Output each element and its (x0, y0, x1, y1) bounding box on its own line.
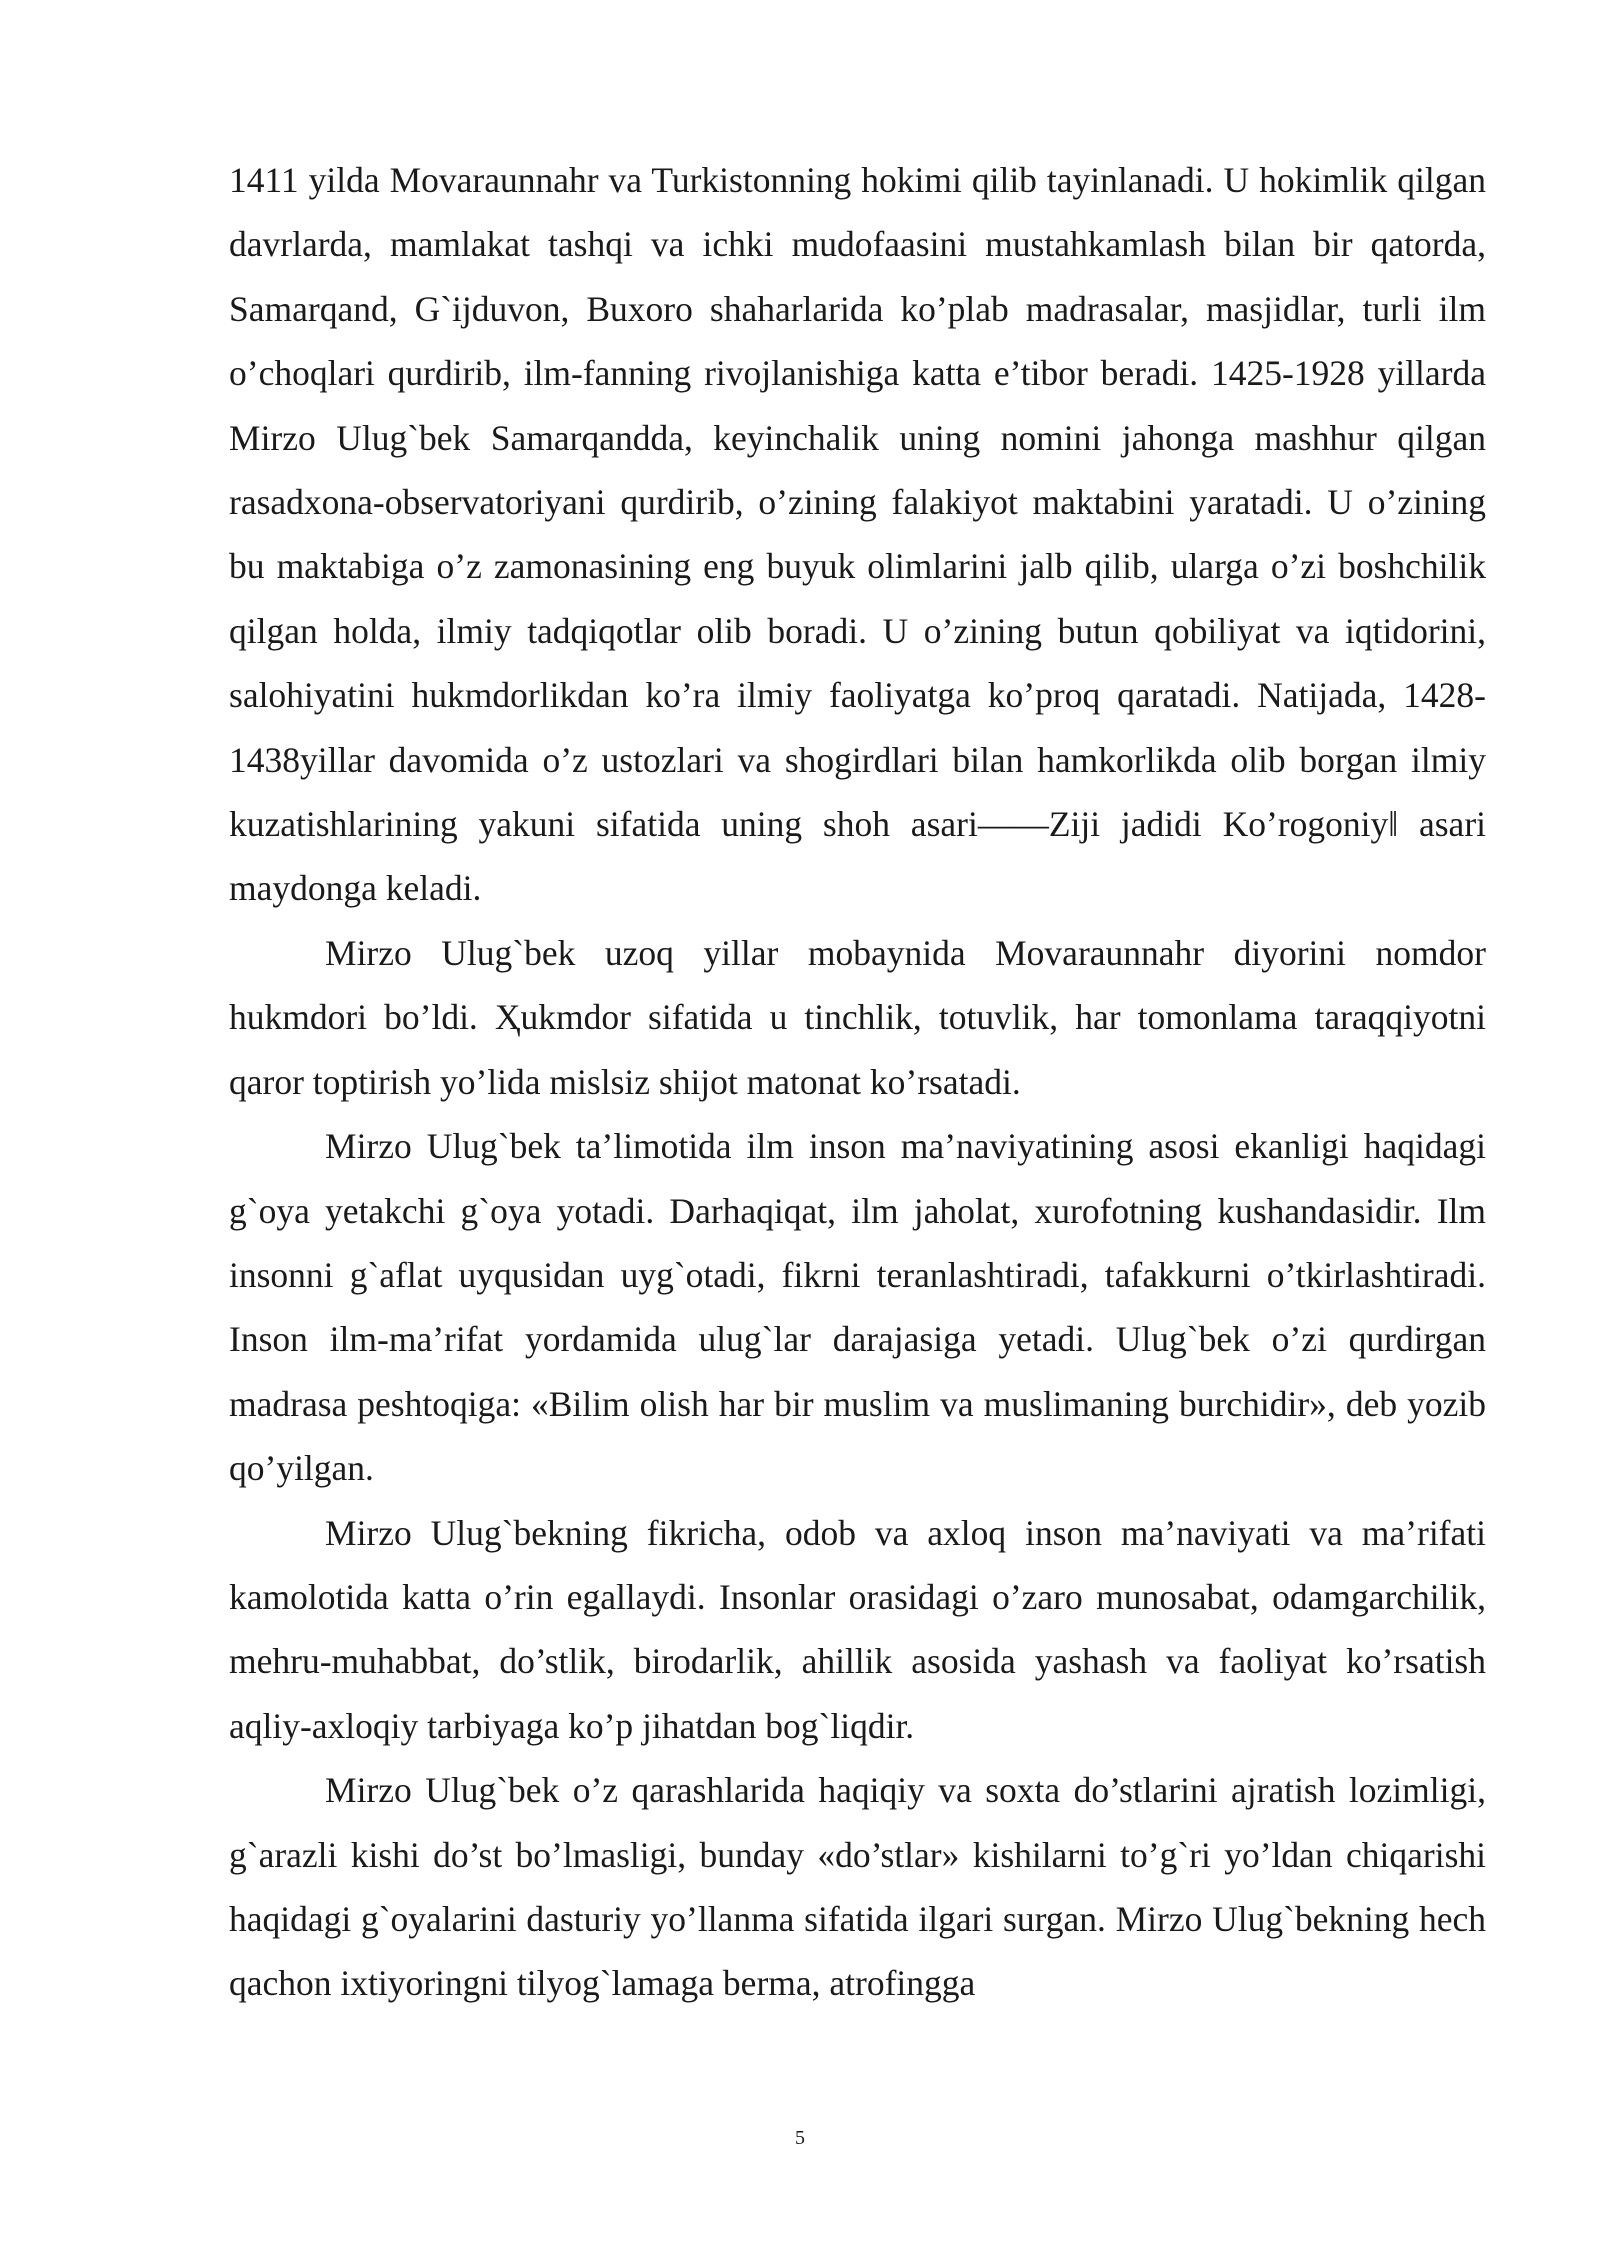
paragraph-4: Mirzo Ulug`bekning fikricha, odob va axloq inson ma’naviyati va ma’rifati kamolotida katta o’rin egallaydi. Insonlar orasidagi o’zaro munosabat, odamgarchilik, mehru-muhabbat, do’stlik, birodarlik, ahillik asosida yashash va faoliyat ko’rsatish aqliy-axloqiy tarbiyaga ko’p jihatdan bog`liqdir. (229, 1512, 1486, 1746)
paragraph-1: 1411 yilda Movaraunnahr va Turkistonning hokimi qilib tayinlanadi. U hokimlik qilgan davrlarda, mamlakat tashqi va ichki mudofaasini mustahkamlash bilan bir qatorda, Samarqand, G`ijduvon, Buxoro shaharlarida ko’plab madrasalar, masjidlar, turli ilm o’choqlari qurdirib, ilm-fanning rivojlanishiga katta e’tibor beradi. 1425-1928 yillarda Mirzo Ulug`bek Samarqandda, keyinchalik uning nomini jahonga mashhur qilgan rasadxona-observatoriyani qurdirib, o’zining falakiyot maktabini yaratadi. U o’zining bu maktabiga o’z zamonasining eng buyuk olimlarini jalb qilib, ularga o’zi boshchilik qilgan holda, ilmiy tadqiqotlar olib boradi. U o’zining butun qobiliyat va iqtidorini, salohiyatini hukmdorlikdan ko’ra ilmiy faoliyatga ko’proq qaratadi. Natijada, 1428-1438yillar davomida o’z ustozlari va shogirdlari bilan hamkorlikda olib borgan ilmiy kuzatishlarining yakuni sifatida uning shoh asari――Ziji jadidi Ko’rogoniy‖ asari maydonga keladi. (229, 160, 1486, 909)
paragraph-5: Mirzo Ulug`bek o’z qarashlarida haqiqiy va soxta do’stlarini ajratish lozimligi, g`arazli kishi do’st bo’lmasligi, bunday «do’stlar» kishilarni to’g`ri yo’ldan chiqarishi haqidagi g`oyalarini dasturiy yo’llanma sifatida ilgari surgan. Mirzo Ulug`bekning hech qachon ixtiyoringni tilyog`lamaga berma, atrofingga (229, 1770, 1486, 2004)
body-text (229, 148, 1486, 2016)
paragraph-2: Mirzo Ulug`bek uzoq yillar mobaynida Movaraunnahr diyorini nomdor hukmdori bo’ldi. Ҳukmdor sifatida u tinchlik, totuvlik, har tomonlama taraqqiyotni qaror toptirish yo’lida mislsiz shijot matonat ko’rsatadi. (229, 932, 1486, 1102)
page-number: 5 (795, 2127, 805, 2149)
paragraph-3: Mirzo Ulug`bek ta’limotida ilm inson ma’naviyatining asosi ekanligi haqidagi g`oya yetakchi g`oya yotadi. Darhaqiqat, ilm jaholat, xurofotning kushandasidir. Ilm insonni g`aflat uyqusidan uyg`otadi, fikrni teranlashtiradi, tafakkurni o’tkirlashtiradi. Inson ilm-ma’rifat yordamida ulug`lar darajasiga yetadi. Ulug`bek o’zi qurdirgan madrasa peshtoqiga: «Bilim olish har bir muslim va muslimaning burchidir», deb yozib qo’yilgan. (229, 1126, 1486, 1489)
